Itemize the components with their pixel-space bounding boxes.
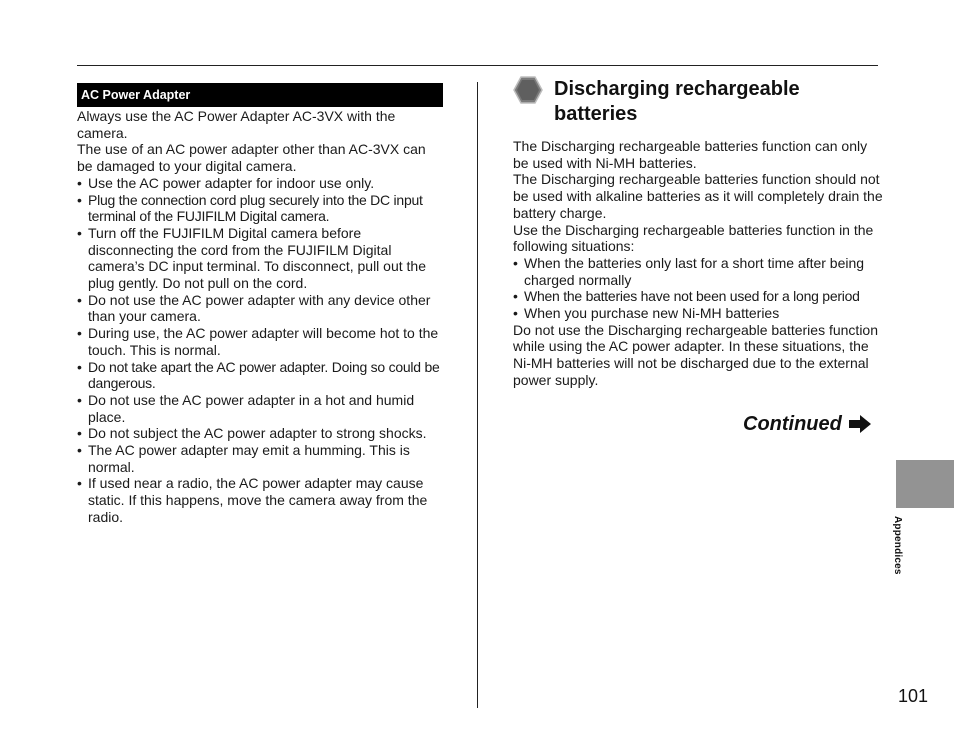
paragraph: Do not use the Discharging rechargeable batteries function while using the AC power adapter. In these situations, the Ni-MH batteries will not be discharged due to the external power supply. xyxy=(513,321,878,388)
section-label: Appendices xyxy=(892,516,903,575)
list-item: • The AC power adapter may emit a humming. This is normal. xyxy=(77,442,443,475)
list-item: • Plug the connection cord plug securely into the DC input terminal of the FUJIFILM Digital camera. xyxy=(77,192,443,225)
page-number: 101 xyxy=(898,686,929,706)
hexagon-icon xyxy=(513,76,543,104)
paragraph: The Discharging rechargeable batteries function should not be used with alkaline batteries as it will completely drain the battery charge. xyxy=(513,171,883,221)
continued-link[interactable] xyxy=(743,411,872,437)
section-header: AC Power Adapter xyxy=(77,83,443,107)
paragraph: Use the Discharging rechargeable batteries function in the following situations: xyxy=(513,221,874,255)
list-item: • When the batteries only last for a short time after being charged normally xyxy=(513,255,883,288)
top-rule xyxy=(77,65,878,66)
ac-power-adapter-section xyxy=(77,83,443,526)
heading-row xyxy=(513,76,883,136)
list-item: • Do not take apart the AC power adapter. Doing so could be dangerous. xyxy=(77,359,443,392)
intro-paragraph: The use of an AC power adapter other than AC-3VX can be damaged to your digital camera. xyxy=(77,141,426,175)
list-item: • If used near a radio, the AC power adapter may cause static. If this happens, move the camera away from the radio. xyxy=(77,475,443,525)
intro-text xyxy=(77,108,443,175)
list-item: • Do not use the AC power adapter in a hot and humid place. xyxy=(77,392,443,425)
list-item: • When the batteries have not been used for a long period xyxy=(513,288,883,305)
discharging-section xyxy=(513,76,883,389)
list-item: • Do not use the AC power adapter with any device other than your camera. xyxy=(77,292,443,325)
paragraph: The Discharging rechargeable batteries function can only be used with Ni-MH batteries. xyxy=(513,138,868,171)
list-item: • Turn off the FUJIFILM Digital camera before disconnecting the cord from the FUJIFILM Digital camera’s DC input terminal. To disconnect, pull out the plug gently. Do not pull on the cord. xyxy=(77,225,443,292)
discharging-text xyxy=(513,138,883,389)
intro-paragraph: Always use the AC Power Adapter AC-3VX with the camera. xyxy=(77,108,396,141)
list-item: • During use, the AC power adapter will become hot to the touch. This is normal. xyxy=(77,325,443,358)
column-divider xyxy=(477,82,478,708)
list-item: • Do not subject the AC power adapter to strong shocks. xyxy=(77,425,443,442)
arrow-right-icon xyxy=(848,414,872,434)
situation-list xyxy=(513,255,883,322)
list-item: • Use the AC power adapter for indoor use only. xyxy=(77,175,443,192)
section-tab xyxy=(896,460,954,508)
page-heading: Discharging rechargeable batteries xyxy=(554,78,800,125)
list-item: • When you purchase new Ni-MH batteries xyxy=(513,305,883,322)
caution-list xyxy=(77,175,443,526)
continued-label: Continued xyxy=(743,412,842,435)
